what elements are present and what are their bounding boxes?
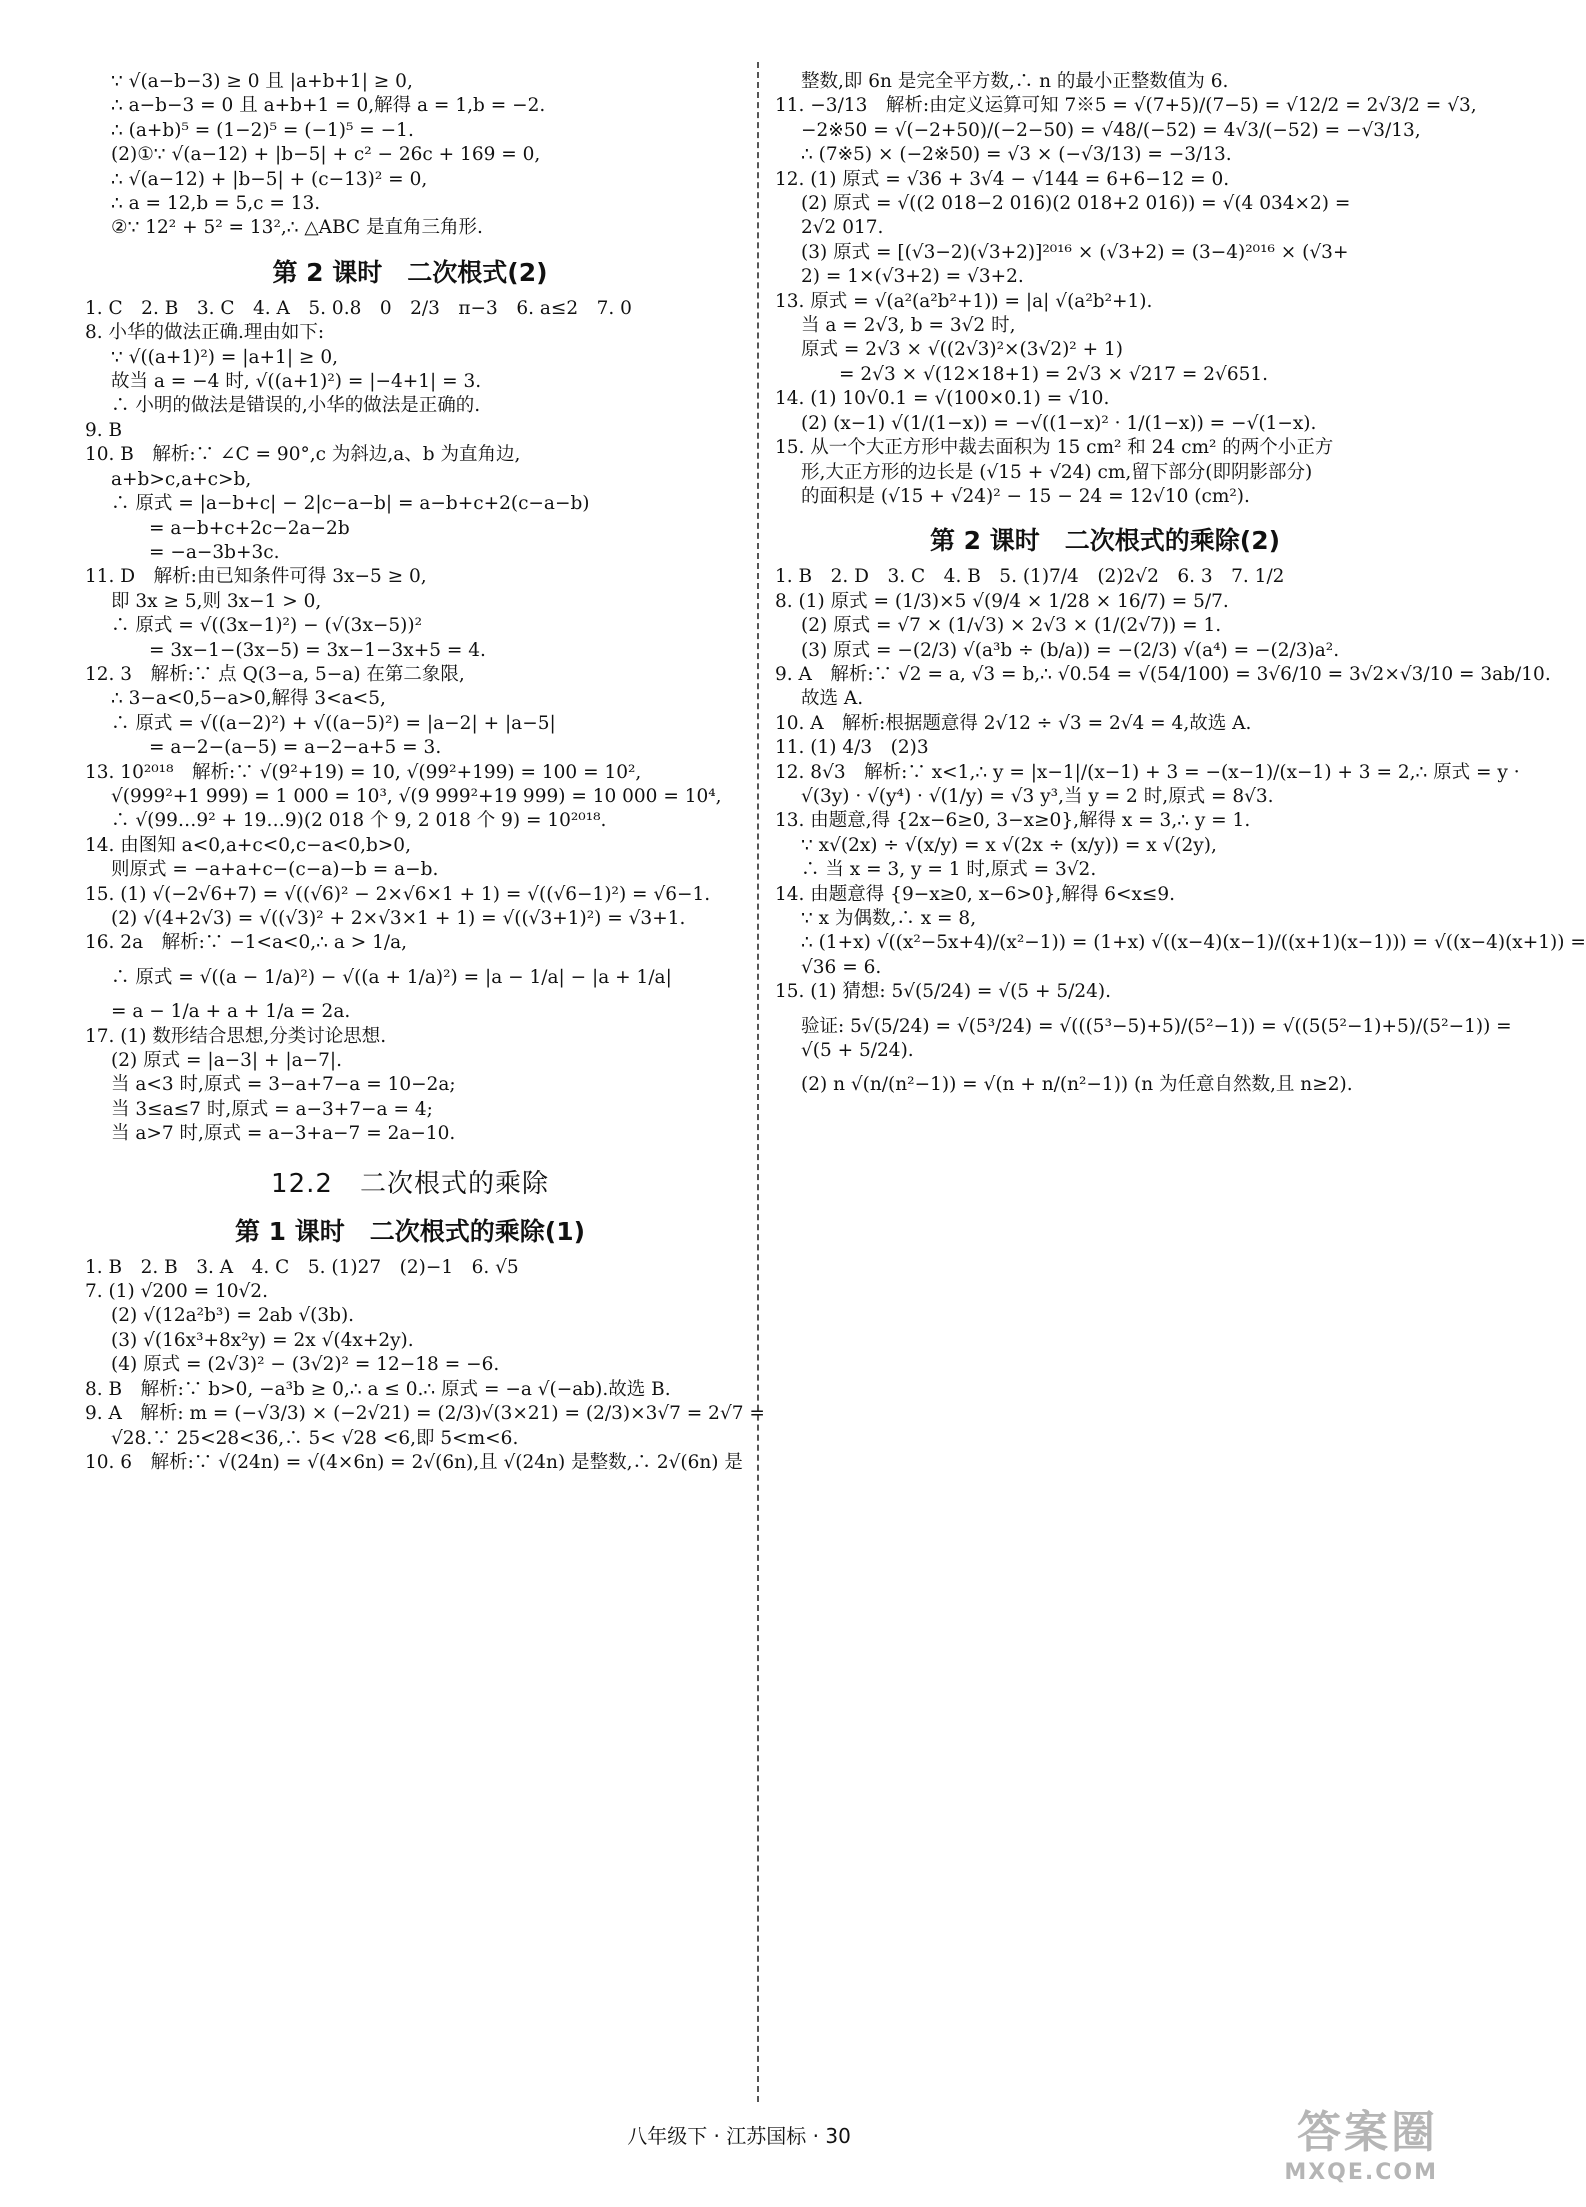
left-line: 15. (1) √(−2√6+7) = √((√6)² − 2×√6×1 + 1) = √((√6−1)²) = √6−1.	[85, 883, 711, 905]
right-line: 形,大正方形的边长是 (√15 + √24) cm,留下部分(即阴影部分)	[801, 461, 1313, 483]
left-line: = −a−3b+3c.	[149, 541, 280, 563]
left-line: 当 3≤a≤7 时,原式 = a−3+7−a = 4;	[111, 1098, 433, 1120]
right-line: √(3y) · √(y⁴) · √(1/y) = √3 y³,当 y = 2 时,原式 = 8√3.	[801, 785, 1274, 807]
watermark-logo	[1284, 2096, 1438, 2185]
left-line: 即 3x ≥ 5,则 3x−1 > 0,	[111, 590, 322, 612]
left-line: (2) √(12a²b³) = 2ab √(3b).	[111, 1305, 355, 1327]
right-line: 13. 原式 = √(a²(a²b²+1)) = |a| √(a²b²+1).	[775, 290, 1153, 312]
right-line: 2√2 017.	[801, 217, 884, 239]
watermark-url: MXQE.COM	[1284, 2160, 1438, 2185]
left-heading: 第 2 课时 二次根式(2)	[272, 257, 548, 287]
left-line: = a−b+c+2c−2a−2b	[149, 517, 350, 539]
left-line: 12. 3 解析:∵ 点 Q(3−a, 5−a) 在第二象限,	[85, 663, 465, 685]
left-line: 13. 10²⁰¹⁸ 解析:∵ √(9²+19) = 10, √(99²+199) = 100 = 10²,	[85, 761, 642, 783]
right-line: 15. (1) 猜想: 5√(5/24) = √(5 + 5/24).	[775, 981, 1111, 1003]
right-line: 15. 从一个大正方形中裁去面积为 15 cm² 和 24 cm² 的两个小正方	[775, 437, 1334, 459]
right-line: 当 a = 2√3, b = 3√2 时,	[801, 315, 1016, 337]
right-line: 12. (1) 原式 = √36 + 3√4 − √144 = 6+6−12 = 0.	[775, 168, 1230, 190]
left-line: 14. 由图知 a<0,a+c<0,c−a<0,b>0,	[85, 834, 411, 856]
left-line: (2) 原式 = |a−3| + |a−7|.	[111, 1050, 343, 1072]
right-line: 13. 由题意,得 {2x−6≥0, 3−x≥0},解得 x = 3,∴ y = 1.	[775, 810, 1251, 832]
left-line: ∴ a = 12,b = 5,c = 13.	[111, 193, 321, 215]
right-line: (2) 原式 = √((2 018−2 016)(2 018+2 016)) = √(4 034×2) =	[801, 193, 1351, 215]
left-line: = a − 1/a + a + 1/a = 2a.	[111, 1001, 351, 1023]
left-heading: 12.2 二次根式的乘除	[271, 1168, 549, 1199]
left-line: 当 a<3 时,原式 = 3−a+7−a = 10−2a;	[111, 1074, 456, 1096]
right-line: 的面积是 (√15 + √24)² − 15 − 24 = 12√10 (cm²).	[801, 485, 1250, 507]
left-line: 16. 2a 解析:∵ −1<a<0,∴ a > 1/a,	[85, 932, 408, 954]
left-line: 8. B 解析:∵ b>0, −a³b ≥ 0,∴ a ≤ 0.∴ 原式 = −a √(−ab).故选 B.	[85, 1378, 671, 1400]
left-line: 故当 a = −4 时, √((a+1)²) = |−4+1| = 3.	[111, 371, 482, 393]
left-line: √28.∵ 25<28<36,∴ 5< √28 <6,即 5<m<6.	[111, 1427, 519, 1449]
right-line	[775, 1063, 1435, 1073]
right-line: 10. A 解析:根据题意得 2√12 ÷ √3 = 2√4 = 4,故选 A.	[775, 712, 1252, 734]
right-line: 11. (1) 4/3 (2)3	[775, 737, 929, 759]
left-line: (3) √(16x³+8x²y) = 2x √(4x+2y).	[111, 1329, 414, 1351]
right-line: (2) 原式 = √7 × (1/√3) × 2√3 × (1/(2√7)) = 1.	[801, 615, 1222, 637]
page-footer: 八年级下 · 江苏国标 · 30	[627, 2124, 851, 2148]
right-line: √36 = 6.	[801, 956, 882, 978]
left-line	[85, 990, 735, 1000]
left-line: (2)①∵ √(a−12) + |b−5| + c² − 26c + 169 = 0,	[111, 144, 541, 166]
watermark-main: 答案圈	[1297, 2107, 1438, 2158]
right-heading: 第 2 课时 二次根式的乘除(2)	[929, 526, 1281, 556]
left-line: ∴ 原式 = |a−b+c| − 2|c−a−b| = a−b+c+2(c−a−b)	[111, 493, 590, 515]
left-line: 8. 小华的做法正确.理由如下:	[85, 322, 325, 344]
right-line: √(5 + 5/24).	[801, 1040, 914, 1062]
left-line: ∴ 原式 = √((a−2)²) + √((a−5)²) = |a−2| + |a−5|	[111, 712, 556, 734]
right-line: 1. B 2. D 3. C 4. B 5. (1)7/4 (2)2√2 6. 3 7. 1/2	[775, 566, 1285, 588]
column-divider	[757, 62, 759, 2102]
left-line: 则原式 = −a+a+c−(c−a)−b = a−b.	[111, 859, 439, 881]
left-line: ∴ 原式 = √((a − 1/a)²) − √((a + 1/a)²) = |a − 1/a| − |a + 1/a|	[111, 966, 672, 988]
right-line: 9. A 解析:∵ √2 = a, √3 = b,∴ √0.54 = √(54/100) = 3√6/10 = 3√2×√3/10 = 3ab/10.	[775, 663, 1551, 685]
right-line: 故选 A.	[801, 688, 864, 710]
left-line: 1. B 2. B 3. A 4. C 5. (1)27 (2)−1 6. √5	[85, 1256, 519, 1278]
left-line: 9. B	[85, 419, 123, 441]
left-line: ∴ √(a−12) + |b−5| + (c−13)² = 0,	[111, 168, 428, 190]
right-line: ∴ 当 x = 3, y = 1 时,原式 = 3√2.	[801, 859, 1097, 881]
left-line: ∴ 3−a<0,5−a>0,解得 3<a<5,	[111, 688, 386, 710]
left-line: 1. C 2. B 3. C 4. A 5. 0.8 0 2/3 π−3 6. a≤2 7. 0	[85, 297, 632, 319]
left-line: a+b>c,a+c>b,	[111, 468, 252, 490]
left-line: √(999²+1 999) = 1 000 = 10³, √(9 999²+19 999) = 10 000 = 10⁴,	[111, 785, 722, 807]
left-line: 当 a>7 时,原式 = a−3+a−7 = 2a−10.	[111, 1123, 456, 1145]
right-line: 整数,即 6n 是完全平方数,∴ n 的最小正整数值为 6.	[801, 71, 1229, 92]
right-line: 12. 8√3 解析:∵ x<1,∴ y = |x−1|/(x−1) + 3 = −(x−1)/(x−1) + 3 = 2,∴ 原式 = y ·	[775, 761, 1520, 783]
right-line: 14. (1) 10√0.1 = √(100×0.1) = √10.	[775, 388, 1110, 410]
left-heading: 第 1 课时 二次根式的乘除(1)	[234, 1216, 586, 1246]
left-line: 17. (1) 数形结合思想,分类讨论思想.	[85, 1025, 387, 1047]
right-line: 原式 = 2√3 × √((2√3)²×(3√2)² + 1)	[801, 339, 1123, 361]
left-line: (4) 原式 = (2√3)² − (3√2)² = 12−18 = −6.	[111, 1354, 500, 1376]
right-line: ∵ x√(2x) ÷ √(x/y) = x √(2x ÷ (x/y)) = x √(2y),	[801, 834, 1217, 856]
left-line: 10. B 解析:∵ ∠C = 90°,c 为斜边,a、b 为直角边,	[85, 444, 521, 466]
right-line: 2) = 1×(√3+2) = √3+2.	[801, 266, 1024, 288]
right-line: ∴ (7※5) × (−2※50) = √3 × (−√3/13) = −3/13.	[801, 144, 1232, 166]
right-line: (3) 原式 = [(√3−2)(√3+2)]²⁰¹⁶ × (√3+2) = (3−4)²⁰¹⁶ × (√3+	[801, 241, 1349, 263]
left-line: ∴ 小明的做法是错误的,小华的做法是正确的.	[111, 395, 481, 417]
left-line: (2) √(4+2√3) = √((√3)² + 2×√3×1 + 1) = √((√3+1)²) = √3+1.	[111, 908, 686, 929]
right-line: 8. (1) 原式 = (1/3)×5 √(9/4 × 1/28 × 16/7) = 5/7.	[775, 590, 1229, 612]
right-line	[775, 1005, 1435, 1015]
right-line: (2) (x−1) √(1/(1−x)) = −√((1−x)² · 1/(1−x)) = −√(1−x).	[801, 412, 1317, 434]
right-line: ∴ (1+x) √((x²−5x+4)/(x²−1)) = (1+x) √((x−4)(x−1)/((x+1)(x−1))) = √((x−4)(x+1)) =	[801, 932, 1586, 954]
left-line: 10. 6 解析:∵ √(24n) = √(4×6n) = 2√(6n),且 √(24n) 是整数,∴ 2√(6n) 是	[85, 1451, 743, 1473]
left-line: ∴ 原式 = √((3x−1)²) − (√(3x−5))²	[111, 615, 423, 637]
left-line	[85, 956, 735, 966]
right-line: (2) n √(n/(n²−1)) = √(n + n/(n²−1)) (n 为任意自然数,且 n≥2).	[801, 1074, 1353, 1096]
right-line: −2※50 = √(−2+50)/(−2−50) = √48/(−52) = 4√3/(−52) = −√3/13,	[801, 119, 1421, 141]
left-line: 9. A 解析: m = (−√3/3) × (−2√21) = (2/3)√(3×21) = (2/3)×3√7 = 2√7 =	[85, 1403, 765, 1425]
right-column	[775, 70, 1586, 1098]
left-line: ∴ (a+b)⁵ = (1−2)⁵ = (−1)⁵ = −1.	[111, 119, 414, 141]
left-line: ∴ √(99…9² + 19…9)(2 018 个 9, 2 018 个 9) = 10²⁰¹⁸.	[111, 810, 607, 832]
right-line: 验证: 5√(5/24) = √(5³/24) = √(((5³−5)+5)/(5²−1)) = √((5(5²−1)+5)/(5²−1)) =	[801, 1015, 1512, 1037]
left-line: = a−2−(a−5) = a−2−a+5 = 3.	[149, 737, 442, 759]
right-line: (3) 原式 = −(2/3) √(a³b ÷ (b/a)) = −(2/3) √(a⁴) = −(2/3)a².	[801, 639, 1340, 661]
right-line: 14. 由题意得 {9−x≥0, x−6>0},解得 6<x≤9.	[775, 883, 1176, 905]
left-line: ②∵ 12² + 5² = 13²,∴ △ABC 是直角三角形.	[111, 217, 483, 239]
right-line: = 2√3 × √(12×18+1) = 2√3 × √217 = 2√651.	[839, 363, 1269, 385]
left-line: ∴ a−b−3 = 0 且 a+b+1 = 0,解得 a = 1,b = −2.	[111, 95, 546, 117]
right-line: 11. −3/13 解析:由定义运算可知 7※5 = √(7+5)/(7−5) = √12/2 = 2√3/2 = √3,	[775, 95, 1477, 117]
left-line: 7. (1) √200 = 10√2.	[85, 1281, 268, 1303]
left-column	[85, 70, 765, 1475]
left-line: ∵ √(a−b−3) ≥ 0 且 |a+b+1| ≥ 0,	[111, 71, 413, 92]
left-line: 11. D 解析:由已知条件可得 3x−5 ≥ 0,	[85, 566, 427, 588]
right-line: ∵ x 为偶数,∴ x = 8,	[801, 908, 977, 929]
left-line: ∵ √((a+1)²) = |a+1| ≥ 0,	[111, 346, 338, 368]
left-line: = 3x−1−(3x−5) = 3x−1−3x+5 = 4.	[149, 639, 486, 661]
